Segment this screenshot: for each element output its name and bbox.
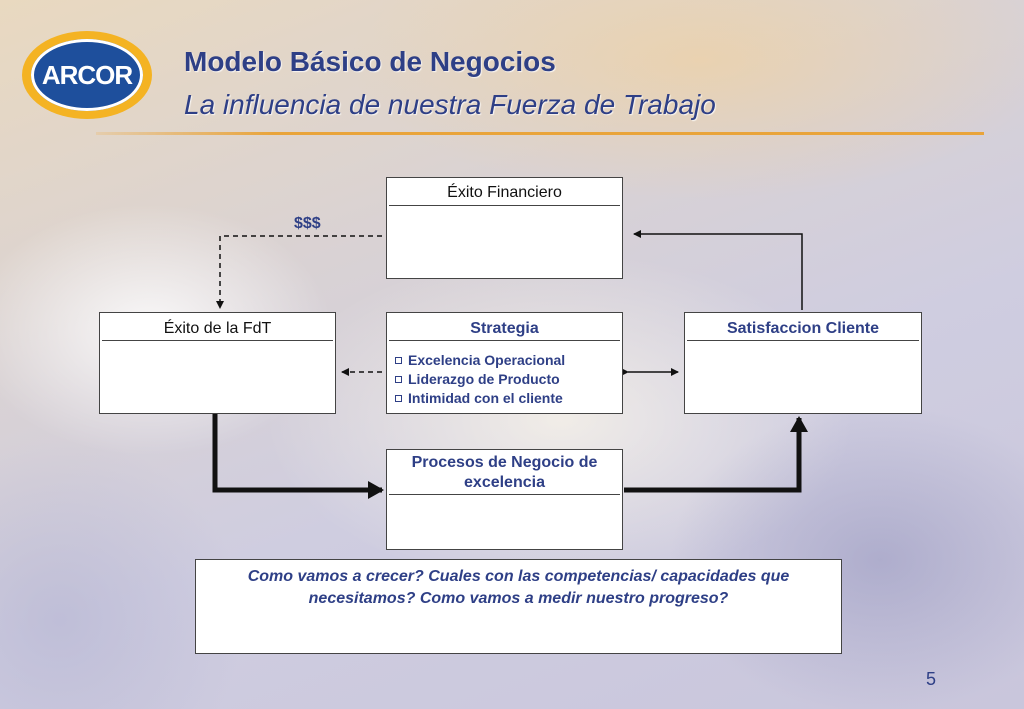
question-text: Como vamos a crecer? Cuales con las competencias/ capacidades que necesitamos? Como vamos a medir nuestro progreso? xyxy=(247,568,790,607)
procesos-label: Procesos de Negocio de excelencia xyxy=(389,450,620,495)
processes-to-satisfaction-arrow xyxy=(624,418,799,490)
exito-financiero-box xyxy=(386,177,623,279)
list-item xyxy=(395,351,565,370)
satisfaction-to-finance-connector xyxy=(634,234,802,310)
fdt-to-processes-arrow xyxy=(215,414,382,490)
satisfaccion-label: Satisfaccion Cliente xyxy=(687,313,919,341)
list-item xyxy=(395,370,565,389)
list-item xyxy=(395,389,565,408)
page-subtitle: La influencia de nuestra Fuerza de Trabajo xyxy=(184,89,716,120)
list-item-label: Excelencia Operacional xyxy=(408,352,566,368)
list-item-label: Intimidad con el cliente xyxy=(408,390,563,406)
list-item-label: Liderazgo de Producto xyxy=(408,371,560,387)
question-box xyxy=(195,559,842,654)
checkbox-bullet-icon xyxy=(395,357,402,364)
page-number: 5 xyxy=(926,669,937,689)
strategia-box xyxy=(386,312,623,414)
checkbox-bullet-icon xyxy=(395,376,402,383)
money-label: $$$ xyxy=(294,215,321,232)
satisfaccion-box xyxy=(684,312,922,414)
exito-fdt-box xyxy=(99,312,336,414)
money-flow-connector xyxy=(220,236,382,308)
page-title: Modelo Básico de Negocios xyxy=(184,46,556,77)
strategia-label: Strategia xyxy=(389,313,620,341)
logo-text: ARCOR xyxy=(41,59,133,90)
checkbox-bullet-icon xyxy=(395,395,402,402)
strategy-list xyxy=(395,351,565,408)
exito-financiero-label: Éxito Financiero xyxy=(389,178,620,206)
procesos-box xyxy=(386,449,623,550)
exito-fdt-label: Éxito de la FdT xyxy=(102,313,333,341)
